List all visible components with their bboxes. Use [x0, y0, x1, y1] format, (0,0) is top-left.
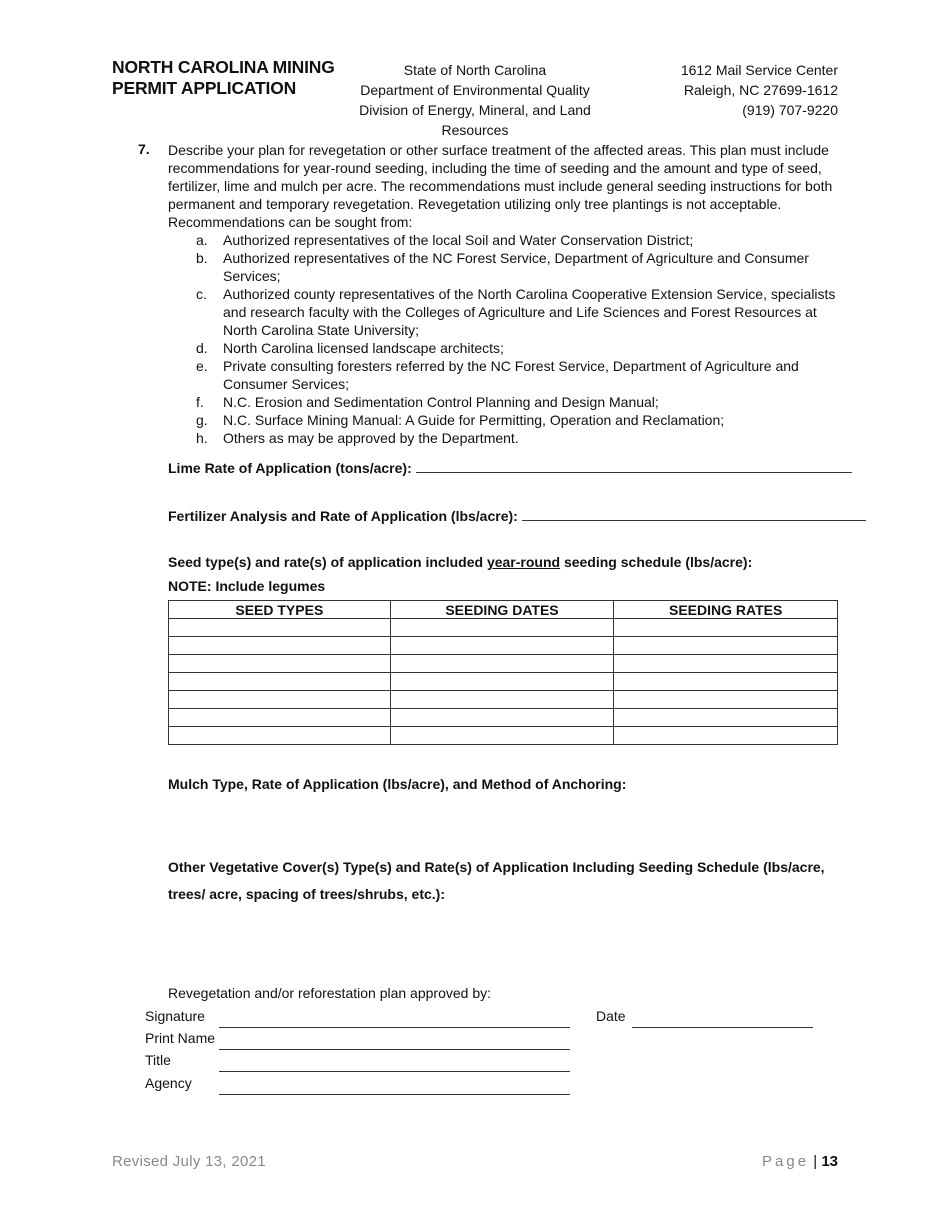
list-item: g. N.C. Surface Mining Manual: A Guide for Permitting, Operation and Reclamation; [196, 412, 725, 428]
seeding-rate-cell[interactable] [614, 727, 838, 745]
year-round-emphasis: year-round [486, 554, 561, 570]
date-field[interactable] [632, 1027, 813, 1028]
lime-rate-label: Lime Rate of Application (tons/acre): [168, 460, 412, 476]
table-header-row [169, 601, 838, 619]
list-item: h. Others as may be approved by the Department. [196, 430, 519, 446]
seeding-date-cell[interactable] [390, 655, 614, 673]
form-title [112, 57, 335, 99]
form-title-line1: NORTH CAROLINA MINING [112, 57, 335, 77]
title-field[interactable] [219, 1071, 570, 1072]
seeding-rate-cell[interactable] [614, 691, 838, 709]
seed-types-header: SEED TYPES [169, 601, 391, 619]
page-word: Page [762, 1153, 810, 1170]
table-row [169, 673, 838, 691]
agency-block [330, 60, 620, 140]
list-item: f. N.C. Erosion and Sedimentation Control Planning and Design Manual; [196, 394, 659, 410]
seeding-rate-cell[interactable] [614, 709, 838, 727]
table-row [169, 637, 838, 655]
seeding-date-cell[interactable] [390, 673, 614, 691]
seeding-dates-header: SEEDING DATES [390, 601, 614, 619]
agency-state: State of North Carolina [403, 62, 547, 78]
seeding-date-cell[interactable] [390, 637, 614, 655]
page-separator: | [813, 1153, 818, 1170]
revision-date: Revised July 13, 2021 [112, 1153, 266, 1170]
lime-rate-field[interactable] [416, 458, 852, 473]
seeding-date-cell[interactable] [390, 727, 614, 745]
seeding-rate-cell[interactable] [614, 655, 838, 673]
question-text: Describe your plan for revegetation or other surface treatment of the affected areas. This plan must include recommendations for year-round seeding, including the time of seeding and the amount and type of seed, fertilizer, lime and mulch per acre. The recommendations must include general seeding instructions for both permanent and temporary revegetation. Revegetation utilizing only tree plantings is not acceptable. Recommendations can be sought from: [168, 142, 833, 230]
seed-table [168, 600, 838, 745]
seed-schedule-label: Seed type(s) and rate(s) of application included year-round seeding schedule (lbs/acre): [168, 554, 753, 570]
page-indicator [762, 1153, 838, 1170]
recommendation-sources-list [196, 231, 836, 447]
address-line2: Raleigh, NC 27699-1612 [683, 82, 838, 98]
title-label: Title [145, 1052, 171, 1068]
seed-type-cell[interactable] [169, 709, 391, 727]
fertilizer-rate-label: Fertilizer Analysis and Rate of Application (lbs/acre): [168, 508, 518, 524]
other-vegetative-cover-label: Other Vegetative Cover(s) Type(s) and Rate(s) of Application Including Seeding Schedule (lbs/acre, trees/ acre, spacing of trees/shrubs, etc.): [168, 859, 825, 902]
seeding-rate-cell[interactable] [614, 637, 838, 655]
fertilizer-rate-row [168, 506, 866, 524]
page-number: 13 [821, 1153, 838, 1170]
address-block [681, 60, 838, 120]
mulch-label: Mulch Type, Rate of Application (lbs/acre), and Method of Anchoring: [168, 776, 627, 792]
date-label: Date [596, 1008, 626, 1024]
seeding-rates-header: SEEDING RATES [614, 601, 838, 619]
list-item: d. North Carolina licensed landscape architects; [196, 340, 504, 356]
agency-division: Division of Energy, Mineral, and Land Resources [359, 102, 591, 138]
list-item: a. Authorized representatives of the local Soil and Water Conservation District; [196, 232, 694, 248]
list-item: e. Private consulting foresters referred by the NC Forest Service, Department of Agriculture and Consumer Services; [196, 358, 799, 392]
table-row [169, 709, 838, 727]
signature-field[interactable] [219, 1027, 570, 1028]
lime-rate-row [168, 458, 852, 476]
fertilizer-rate-field[interactable] [522, 506, 866, 521]
approval-intro: Revegetation and/or reforestation plan approved by: [168, 985, 491, 1001]
legumes-note: NOTE: Include legumes [168, 578, 326, 594]
form-title-line2: PERMIT APPLICATION [112, 78, 297, 98]
seeding-rate-cell[interactable] [614, 673, 838, 691]
seed-type-cell[interactable] [169, 655, 391, 673]
list-item: c. Authorized county representatives of the North Carolina Cooperative Extension Service, specialists and research faculty with the Colleges of Agriculture and Life Sciences and Forest Resources at North Carolina State University; [196, 286, 836, 338]
address-line1: 1612 Mail Service Center [680, 62, 838, 78]
list-item: b. Authorized representatives of the NC Forest Service, Department of Agriculture and Consumer Services; [196, 250, 809, 284]
table-row [169, 727, 838, 745]
table-row [169, 619, 838, 637]
seed-type-cell[interactable] [169, 673, 391, 691]
agency-department: Department of Environmental Quality [360, 82, 590, 98]
question-number: 7. [138, 141, 150, 157]
seeding-rate-cell[interactable] [614, 619, 838, 637]
print-name-label: Print Name [145, 1030, 216, 1046]
seed-type-cell[interactable] [169, 637, 391, 655]
print-name-field[interactable] [219, 1049, 570, 1050]
agency-field[interactable] [219, 1094, 570, 1095]
seed-type-cell[interactable] [169, 619, 391, 637]
signature-label: Signature [145, 1008, 205, 1024]
seed-type-cell[interactable] [169, 727, 391, 745]
seeding-date-cell[interactable] [390, 709, 614, 727]
table-row [169, 691, 838, 709]
table-row [169, 655, 838, 673]
agency-label: Agency [145, 1075, 192, 1091]
seed-type-cell[interactable] [169, 691, 391, 709]
phone-number: (919) 707-9220 [742, 102, 838, 118]
seeding-date-cell[interactable] [390, 691, 614, 709]
seeding-date-cell[interactable] [390, 619, 614, 637]
